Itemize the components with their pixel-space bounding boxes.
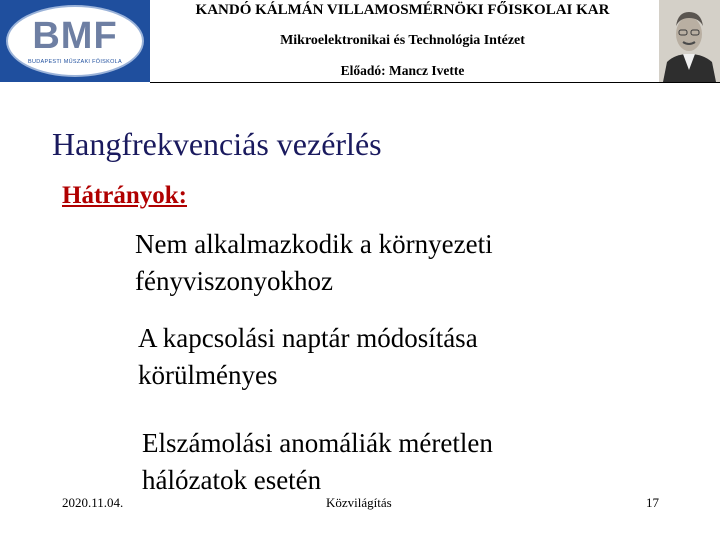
page-number: 17 [646, 495, 659, 510]
list-item-line: Elszámolási anomáliák méretlen [142, 428, 493, 458]
header-divider [150, 82, 720, 83]
portrait-icon [659, 0, 720, 82]
slide-title: Hangfrekvenciás vezérlés [52, 126, 382, 162]
footer-topic: Közvilágítás [326, 495, 392, 510]
header-lecturer: Előadó: Mancz Ivette [340, 63, 465, 78]
list-item [142, 425, 493, 499]
list-item [135, 226, 493, 300]
header-institute: Mikroelektronikai és Technológia Intézet [280, 33, 525, 48]
logo-letters: BMF [32, 15, 118, 57]
header-faculty: KANDÓ KÁLMÁN VILLAMOSMÉRNÖKI FŐISKOLAI KAR [195, 2, 610, 18]
logo-ellipse [6, 5, 144, 77]
list-item-line: fényviszonyokhoz [135, 266, 333, 296]
bmf-logo [0, 0, 150, 82]
list-item-line: hálózatok esetén [142, 465, 322, 495]
list-item-line: körülményes [138, 360, 278, 390]
portrait-photo [659, 0, 720, 82]
footer-date: 2020.11.04. [62, 495, 124, 510]
disadvantages-heading: Hátrányok: [62, 182, 187, 209]
list-item [138, 320, 478, 394]
list-item-line: Nem alkalmazkodik a környezeti [135, 229, 493, 259]
logo-subtitle: BUDAPESTI MŰSZAKI FŐISKOLA [28, 59, 122, 65]
list-item-line: A kapcsolási naptár módosítása [138, 323, 478, 353]
